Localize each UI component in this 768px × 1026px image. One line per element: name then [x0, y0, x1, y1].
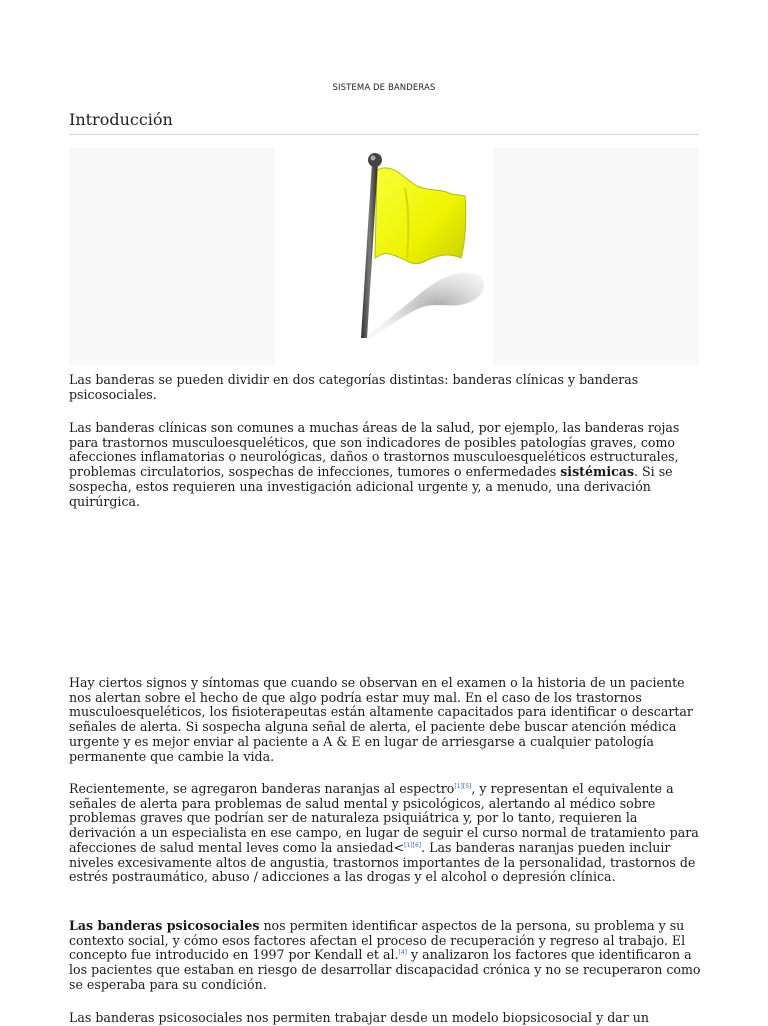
bold-term: Las banderas psicosociales [69, 918, 260, 933]
paragraph-text: Recientemente, se agregaron banderas naranjas al espectro [69, 781, 455, 796]
paragraph-clinical-flags [69, 421, 701, 509]
paragraph-text: nos permiten identificar aspectos de la persona, su problema y su contexto social, y cómo esos factores afectan el proceso de recuperación y regreso al trabajo. El concepto fue introducido en 1997 por Kendall et al. [69, 918, 686, 963]
bold-term: sistémicas [560, 464, 635, 480]
citation-link[interactable]: [1][5] [454, 782, 472, 790]
paragraph-psychosocial-flags [69, 919, 701, 993]
section-divider [69, 134, 699, 135]
paragraph-text: Las banderas clínicas son comunes a muchas áreas de la salud, por ejemplo, las banderas rojas para trastornos musculoesqueléticos, que son indicadores de posibles patologías graves, como afecciones inflamatorias o neurológicas, daños o trastornos musculoesqueléticos estructurales, problemas circulatorios, sospechas de infecciones, tumores o enfermedades [69, 420, 680, 480]
paragraph-text: . Si se sospecha, estos requieren una investigación adicional urgente y, a menudo, una derivación quirúrgica. [69, 464, 673, 509]
paragraph-text: Hay ciertos signos y síntomas que cuando se observan en el examen o la historia de un paciente nos alertan sobre el hecho de que algo podría estar muy mal. En el caso de los trastornos musculoesqueléticos, los fisioterapeutas están altamente capacitados para identificar o descartar señales de alerta. Si sospecha alguna señal de alerta, el paciente debe buscar atención médica urgente y es mejor enviar al paciente a A & E en lugar de arriesgarse a cualquier patología permanente que cambie la vida. [69, 675, 693, 764]
citation-link[interactable]: [1][6] [404, 841, 422, 849]
paragraph-text: y analizaron los factores que identificaron a los pacientes que estaban en riesgo de desarrollar discapacidad crónica y no se recuperaron como se esperaba para su condición. [69, 947, 701, 992]
paragraph-biopsychosocial [69, 1011, 701, 1026]
paragraph-text: Las banderas se pueden dividir en dos categorías distintas: banderas clínicas y banderas psicosociales. [69, 372, 639, 402]
citation-link[interactable]: [4] [398, 949, 407, 957]
paragraph-text: Las banderas psicosociales nos permiten trabajar desde un modelo biopsicosocial y dar un [69, 1010, 650, 1025]
paragraph-orange-flags [69, 782, 701, 885]
paragraph-text: . Las banderas naranjas pueden incluir niveles excesivamente altos de angustia, trastornos importantes de la personalidad, trastornos de estrés postraumático, abuso / adicciones a las drogas y el alcohol o depresión clínica. [69, 839, 696, 885]
paragraph-text: , y representan el equivalente a señales de alerta para problemas de salud mental y psicológicos, alertando al médico sobre problemas graves que podrían ser de naturaleza psiquiátrica y, por lo tanto, requieren la derivación a un especialista en ese campo, en lugar de seguir el curso normal de tratamiento para afecciones de salud mental leves como la ansiedad< [69, 781, 699, 855]
page-header: SISTEMA DE BANDERAS [332, 83, 436, 93]
figure-panel-left [69, 148, 275, 365]
section-title: Introducción [69, 110, 173, 129]
yellow-flag-icon [275, 148, 493, 365]
paragraph-warning-signs [69, 676, 701, 764]
paragraph-categories [69, 373, 701, 402]
flag-figure [69, 148, 699, 365]
figure-panel-right [493, 148, 699, 365]
